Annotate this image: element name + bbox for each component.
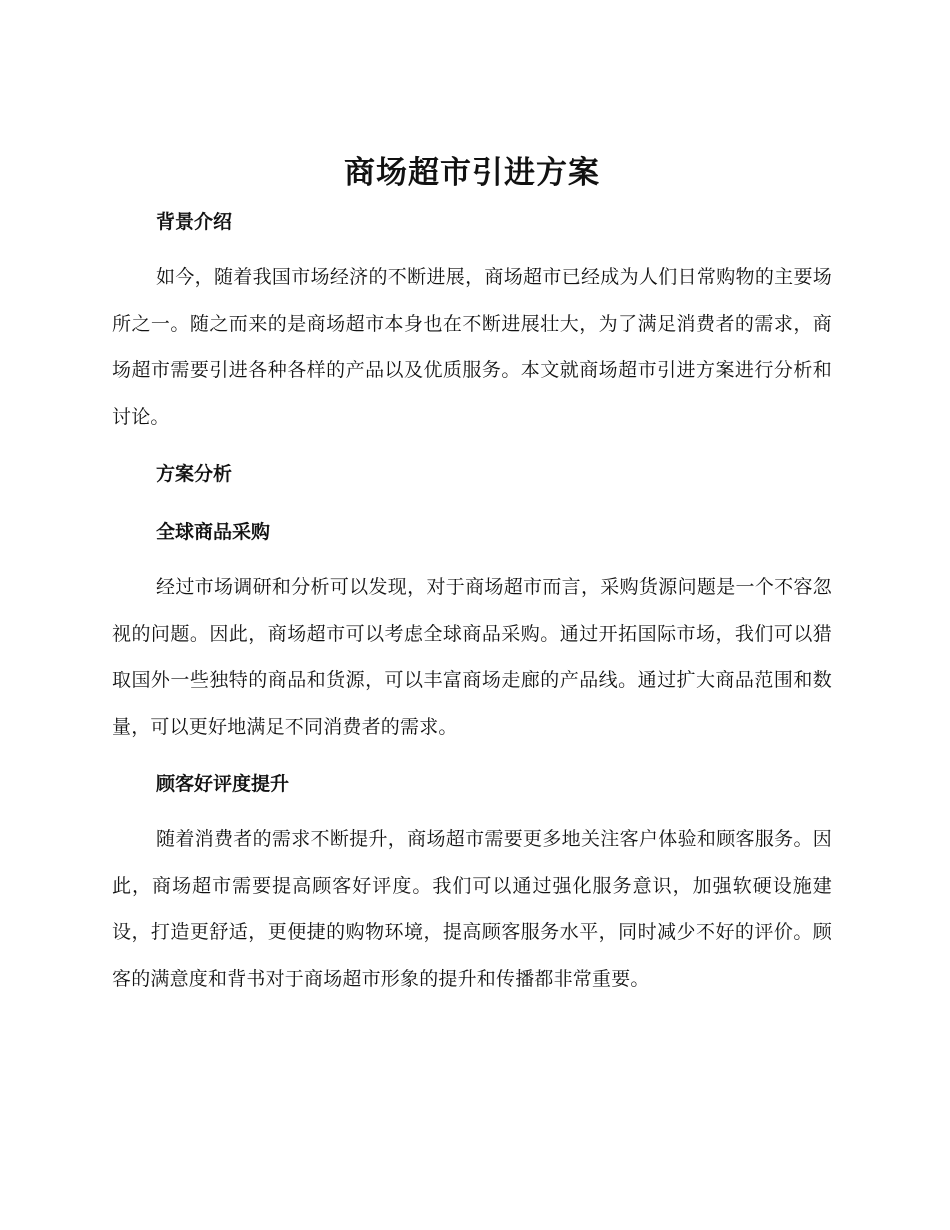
paragraph-background: 如今，随着我国市场经济的不断进展，商场超市已经成为人们日常购物的主要场所之一。随之而来的是商场超市本身也在不断进展壮大，为了满足消费者的需求，商场超市需要引进各种各样的产品以及优质服务。本文就商场超市引进方案进行分析和讨论。 bbox=[112, 266, 832, 428]
spacer bbox=[112, 556, 832, 564]
paragraph-customer-rating: 随着消费者的需求不断提升，商场超市需要更多地关注客户体验和顾客服务。因此，商场超市需要提高顾客好评度。我们可以通过强化服务意识，加强软硬设施建设，打造更舒适，更便捷的购物环境，提高顾客服务水平，同时减少不好的评价。顾客的满意度和背书对于商场超市形象的提升和传播都非常重要。 bbox=[112, 828, 832, 990]
spacer bbox=[112, 440, 832, 450]
spacer bbox=[112, 498, 832, 508]
section-heading-analysis: 方案分析 bbox=[156, 463, 233, 485]
document-title: 商场超市引进方案 bbox=[344, 155, 600, 191]
document-page bbox=[112, 150, 832, 1002]
spacer bbox=[112, 808, 832, 816]
section-heading-background: 背景介绍 bbox=[156, 211, 233, 233]
section-heading-customer-rating: 顾客好评度提升 bbox=[156, 773, 290, 795]
paragraph-global-sourcing: 经过市场调研和分析可以发现，对于商场超市而言，采购货源问题是一个不容忽视的问题。因此，商场超市可以考虑全球商品采购。通过开拓国际市场，我们可以猎取国外一些独特的商品和货源，可以丰富商场走廊的产品线。通过扩大商品范围和数量，可以更好地满足不同消费者的需求。 bbox=[112, 576, 832, 738]
spacer bbox=[112, 246, 832, 254]
spacer bbox=[112, 750, 832, 760]
section-heading-global-sourcing: 全球商品采购 bbox=[156, 521, 271, 543]
